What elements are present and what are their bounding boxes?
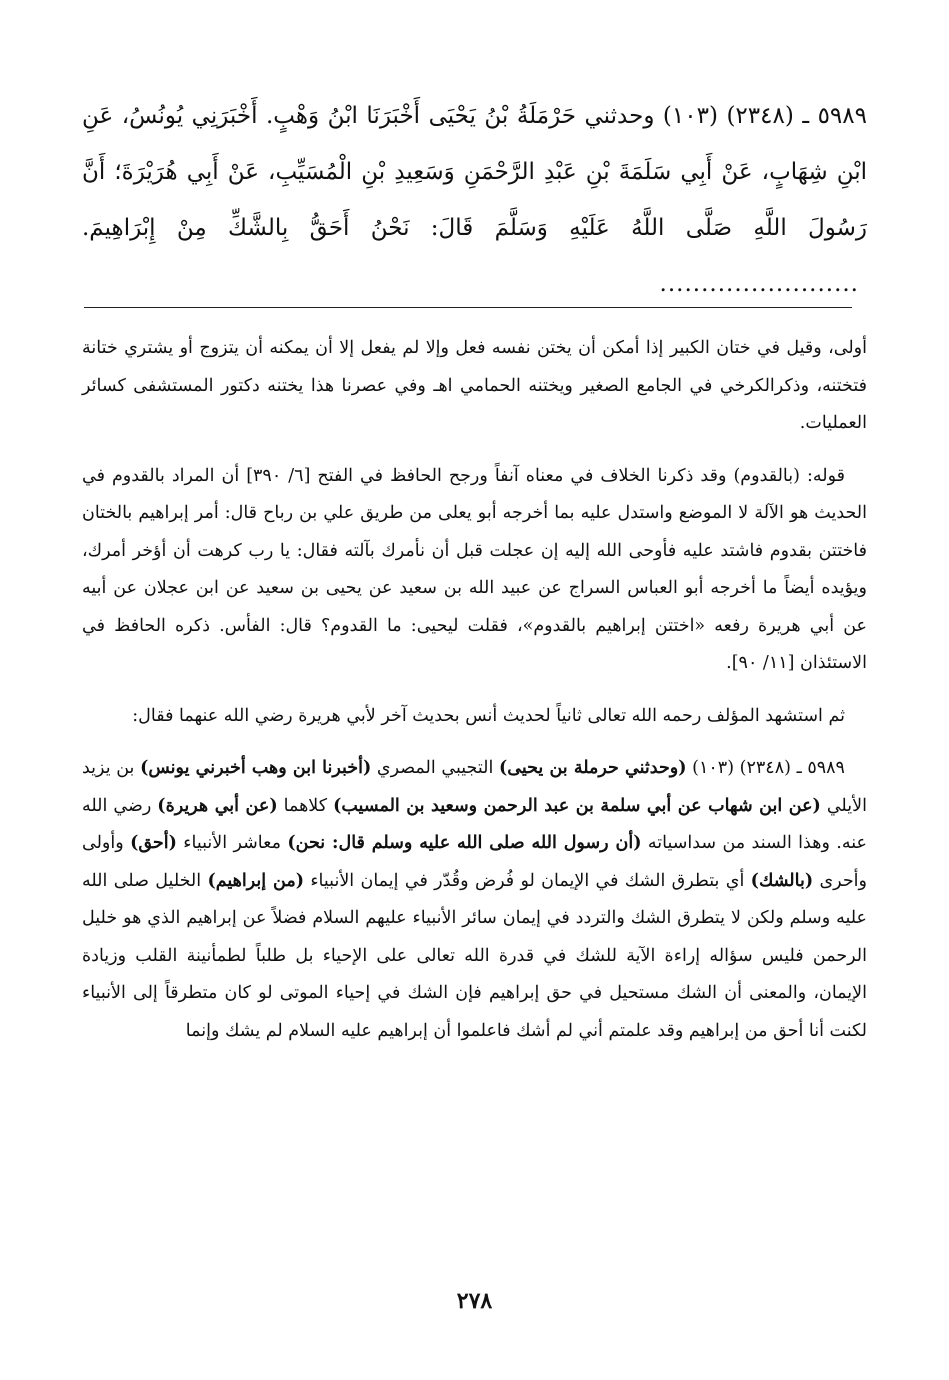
matn-quote: (من إبراهيم)	[207, 870, 304, 891]
explanation: أي بتطرق الشك في الإيمان لو فُرض وقُدّر في إيمان الأنبياء	[310, 870, 745, 891]
explanation: وأولى وأحرى	[82, 833, 867, 891]
matn-quote: (أحق)	[130, 833, 177, 853]
explanation: الخليل صلى الله عليه وسلم ولكن لا يتطرق الشك والتردد في إيمان سائر الأنبياء عليهم السلام فضلاً عن إبراهيم الذي هو خليل الرحمن فليس سؤاله إراءة الآية للشك في قدرة الله تعالى على الإحياء بل طلباً لطمأنينة القلب وزيادة الإيمان، والمعنى أن الشك مستحيل في حق إبراهيم فإن الشك في إحياء الموتى لو كان متطرقاً إلى الأنبياء لكنت أنا أحق من إبراهيم وقد علمتم أني لم أشك فاعلموا أن إبراهيم عليه السلام لم يشك وإنما	[82, 870, 867, 1041]
hadith-dots: ........................	[659, 271, 859, 297]
hadith-body: ٥٩٨٩ ـ (٢٣٤٨) (١٠٣) وحدثني حَرْمَلَةُ بْنُ يَحْيَى أَخْبَرَنَا ابْنُ وَهْبٍ. أَخْبَرَنِي يُونُسُ، عَنِ ابْنِ شِهَابٍ، عَنْ أَبِي سَلَمَةَ بْنِ عَبْدِ الرَّحْمَنِ وَسَعِيدِ بْنِ الْمُسَيِّبِ، عَنْ أَبِي هُرَيْرَةَ؛ أَنَّ رَسُولَ اللَّهِ صَلَّى اللَّهُ عَلَيْهِ وَسَلَّمَ قَالَ: نَحْنُ أَحَقُّ بِالشَّكِّ مِنْ إِبْرَاهِيمَ.	[82, 103, 867, 241]
narrator-note: بن يزيد الأيلي	[82, 758, 867, 816]
commentary-paragraph-3: ثم استشهد المؤلف رحمه الله تعالى ثانياً لحديث أنس بحديث آخر لأبي هريرة رضي الله عنهما فقال:	[132, 705, 845, 726]
narrator-abu-hurayra: (عن أبي هريرة)	[157, 795, 278, 816]
narrator-note: كلاهما	[283, 795, 328, 816]
narrator-ibn-wahb: (أخبرنا ابن وهب أخبرني يونس)	[140, 758, 372, 778]
isnad-note: رضي الله عنه. وهذا السند من سداسياته	[82, 795, 867, 853]
narrator-ibn-shihab: (عن ابن شهاب عن أبي سلمة بن عبد الرحمن وسعيد بن المسيب)	[333, 795, 821, 816]
explanation: معاشر الأنبياء	[183, 833, 281, 853]
footnote-divider	[84, 307, 852, 308]
page-number: ٢٧٨	[456, 1288, 493, 1314]
hadith-paragraph	[82, 88, 867, 312]
hadith-text	[82, 88, 867, 312]
commentary-paragraph-4	[82, 750, 867, 1050]
narrator-note: التجيبي المصري	[376, 758, 494, 778]
hadith-number: ٥٩٨٩ ـ (٢٣٤٨) (١٠٣)	[692, 758, 845, 778]
commentary	[82, 330, 867, 1050]
commentary-paragraph-1: أولى، وقيل في ختان الكبير إذا أمكن أن يختن نفسه فعل وإلا لم يفعل إلا أن يمكنه أن يتزوج أو يشتري ختانة فتختنه، وذكرالكرخي في الجامع الصغير ويختنه الحمامي اهـ وفي عصرنا هذا يختنه دكتور المستشفى كسائر العمليات.	[82, 338, 867, 433]
narrator-harmala: (وحدثني حرملة بن يحيى)	[498, 758, 687, 778]
matn-quote: (أن رسول الله صلى الله عليه وسلم قال: نحن)	[287, 833, 642, 853]
matn-quote: (بالشك)	[750, 870, 814, 891]
commentary-paragraph-2: قوله: (بالقدوم) وقد ذكرنا الخلاف في معناه آنفاً ورجح الحافظ في الفتح [٦/ ٣٩٠] أن المراد بالقدوم في الحديث هو الآلة لا الموضع واستدل عليه بما أخرجه أبو يعلى من طريق علي بن رباح قال: أمر إبراهيم بالختان فاختتن بقدوم فاشتد عليه فأوحى الله إليه إن عجلت قبل أن نأمرك بآلته فقال: يا رب كرهت أن أؤخر أمرك، ويؤيده أيضاً ما أخرجه أبو العباس السراج عن عبيد الله بن سعيد عن يحيى بن سعيد عن ابن عجلان عن أبيه عن أبي هريرة رفعه «اختتن إبراهيم بالقدوم»، فقلت ليحيى: ما القدوم؟ قال: الفأس. ذكره الحافظ في الاستئذان [١١/ ٩٠].	[82, 465, 867, 673]
